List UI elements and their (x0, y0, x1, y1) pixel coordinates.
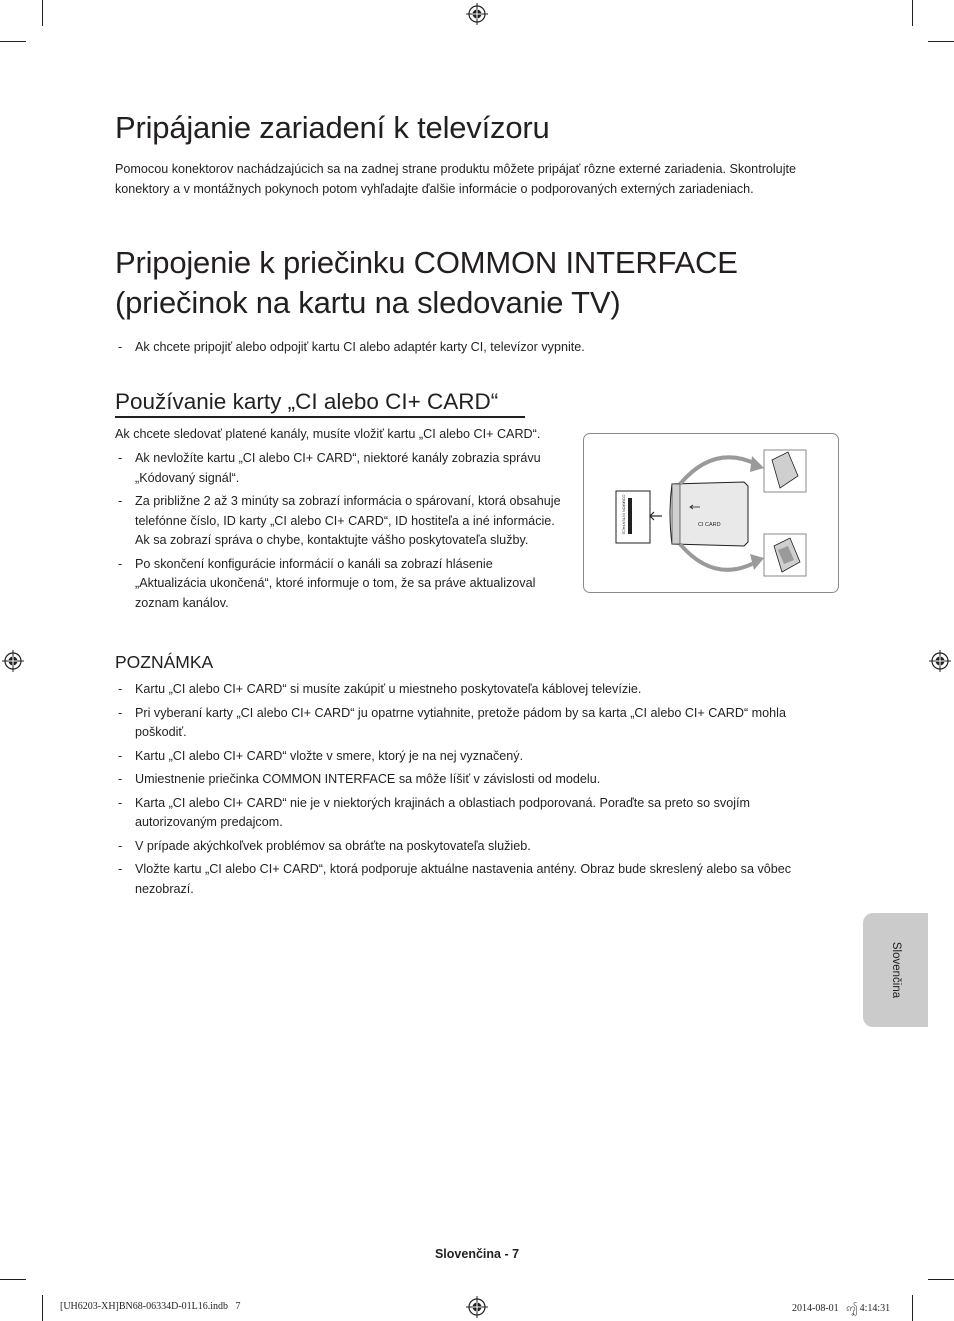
imprint-date: 2014-08-01 ꩵ 4:14:31 (792, 1303, 891, 1314)
registration-mark-icon (466, 3, 488, 25)
list-item: - Pri vyberaní karty „CI alebo CI+ CARD“ ju opatrne vytiahnite, pretože pádom by sa karta „CI alebo CI+ CARD“ mohla poškodiť. (116, 704, 831, 743)
ci-card-illustration (583, 433, 839, 593)
crop-mark (42, 1295, 43, 1321)
crop-mark (928, 1279, 954, 1280)
card-section-title: Používanie karty „CI alebo CI+ CARD“ (115, 389, 499, 414)
crop-mark (912, 0, 913, 26)
ci-section-title-line1: Pripojenie k priečinku COMMON INTERFACE (115, 245, 738, 280)
intro-paragraph: Pomocou konektorov nachádzajúcich sa na zadnej strane produktu môžete pripájať rôzne externé zariadenia. Skontrolujte konektory a v montážnych pokynoch potom vyhľadajte ďalšie informácie o podporovaných externých zariadeniach. (115, 162, 796, 196)
crop-mark (0, 1279, 26, 1280)
crop-mark (912, 1295, 913, 1321)
card-label: CI CARD (698, 522, 721, 528)
card-lead: Ak chcete sledovať platené kanály, musíte vložiť kartu „CI alebo CI+ CARD“. (115, 427, 541, 441)
registration-mark-icon (466, 1296, 488, 1318)
list-item: - Za približne 2 až 3 minúty sa zobrazí informácia o spárovaní, ktorá obsahuje telefónne číslo, ID karty „CI alebo CI+ CARD“, ID hostiteľa a iné informácie. Ak sa zobrazí správa o chybe, kontaktujte vášho poskytovateľa služby. (116, 492, 561, 551)
card-section-heading (115, 388, 525, 418)
ci-note-list (116, 338, 831, 362)
imprint-file: [UH6203-XH]BN68-06334D-01L16.indb 7 (60, 1301, 241, 1312)
page-number: Slovenčina - 7 (434, 1247, 520, 1261)
crop-mark (928, 41, 954, 42)
language-side-tab (863, 913, 928, 1027)
list-item: - Vložte kartu „CI alebo CI+ CARD“, ktorá podporuje aktuálne nastavenia antény. Obraz bude skreslený alebo sa vôbec nezobrazí. (116, 860, 831, 899)
list-item: - Ak chcete pripojiť alebo odpojiť kartu CI alebo adaptér karty CI, televízor vypnite. (116, 338, 831, 358)
side-tab-label: Slovenčina (889, 941, 902, 999)
crop-mark (42, 0, 43, 26)
list-item: - Umiestnenie priečinka COMMON INTERFACE sa môže líšiť v závislosti od modelu. (116, 770, 831, 790)
crop-mark (0, 41, 26, 42)
slot-label: COMMON INTERFACE (621, 494, 626, 535)
list-item: - Kartu „CI alebo CI+ CARD“ si musíte zakúpiť u miestneho poskytovateľa káblovej televízie. (116, 680, 831, 700)
list-item: - Karta „CI alebo CI+ CARD“ nie je v niektorých krajinách a oblastiach podporovaná. Poraďte sa preto so svojím autorizovaným predajcom. (116, 794, 831, 833)
list-item: - Ak nevložíte kartu „CI alebo CI+ CARD“, niektoré kanály zobrazia správu „Kódovaný signál“. (116, 449, 561, 488)
registration-mark-icon (929, 650, 951, 672)
list-item: - Po skončení konfigurácie informácií o kanáli sa zobrazí hlásenie „Aktualizácia ukončená“, ktoré informuje o tom, že sa práve aktualizoval zoznam kanálov. (116, 555, 561, 614)
note-bullet-list (116, 680, 831, 903)
note-title: POZNÁMKA (115, 652, 214, 672)
page-title: Pripájanie zariadení k televízoru (115, 110, 550, 145)
list-item: - V prípade akýchkoľvek problémov sa obráťte na poskytovateľa služieb. (116, 837, 831, 857)
title-underline (115, 416, 525, 418)
ci-section-title-line2: (priečinok na kartu na sledovanie TV) (115, 285, 621, 320)
registration-mark-icon (2, 650, 24, 672)
list-item: - Kartu „CI alebo CI+ CARD“ vložte v smere, ktorý je na nej vyznačený. (116, 747, 831, 767)
card-bullet-list (116, 449, 561, 617)
ci-section-heading (115, 243, 738, 323)
